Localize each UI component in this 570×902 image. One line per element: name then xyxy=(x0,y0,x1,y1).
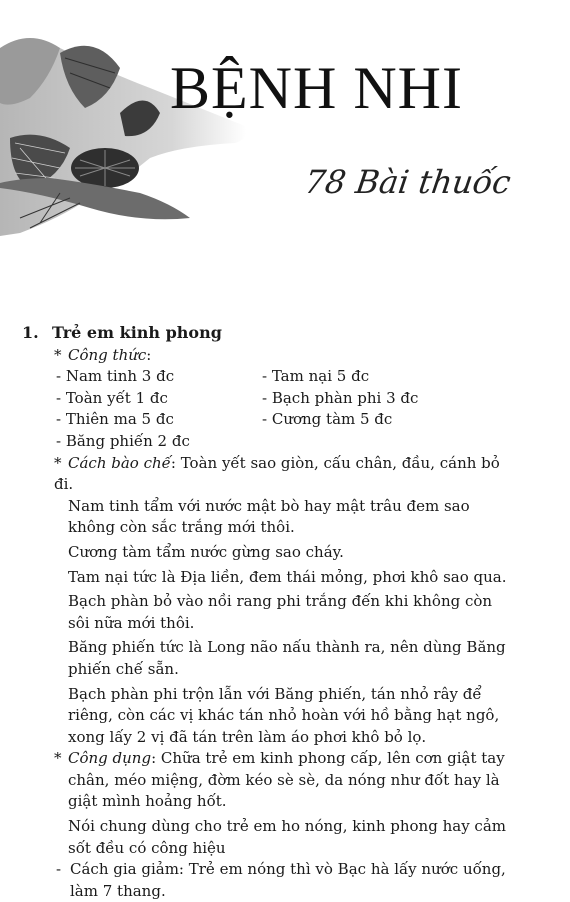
usage-label: Công dụng xyxy=(68,749,152,768)
asterisk-bullet: * xyxy=(54,345,62,364)
usage-text: : Chữa trẻ em kinh phong cấp, lên cơn giật tay chân, méo miệng, đờm kéo sè sè, da nóng như đốt hay là giật mình hoảng hốt. xyxy=(68,749,505,811)
ingredient-item: - Băng phiến 2 đc xyxy=(56,431,190,450)
ingredient-item: - Thiên ma 5 đc xyxy=(56,410,174,429)
page-title: BỆNH NHI xyxy=(170,55,463,121)
preparation-paragraph: Băng phiến tức là Long não nấu thành ra, nên dùng Băng phiến chế sẵn. xyxy=(68,638,506,678)
usage-paragraph: Nói chung dùng cho trẻ em ho nóng, kinh phong hay cảm sốt đều có công hiệu xyxy=(68,817,507,857)
formula-label: Công thức xyxy=(68,345,147,364)
ingredient-row xyxy=(22,388,522,410)
adjustment-text: Cách gia giảm: Trẻ em nóng thì vò Bạc hà lấy nước uống, làm 7 thang. xyxy=(70,860,506,900)
ingredient-item: - Nam tinh 3 đc xyxy=(56,367,175,386)
section-title: Trẻ em kinh phong xyxy=(52,323,222,342)
preparation-paragraph: Tam nại tức là Địa liền, đem thái mỏng, phơi khô sao qua. xyxy=(68,567,507,586)
usage-line xyxy=(22,748,522,813)
adjustment-line xyxy=(22,859,522,902)
asterisk-bullet: * xyxy=(54,453,62,472)
preparation-text: : Toàn yết sao giòn, cấu chân, đầu, cánh bỏ đi. xyxy=(54,453,500,494)
preparation-paragraph: Bạch phàn bỏ vào nồi rang phi trắng đến khi không còn sôi nữa mới thôi. xyxy=(68,592,493,632)
ingredient-item: - Tam nại 5 đc xyxy=(262,367,370,386)
formula-colon: : xyxy=(146,345,152,364)
preparation-paragraph: Bạch phàn phi trộn lẫn với Băng phiến, tán nhỏ rây để riêng, còn các vị khác tán nhỏ hoàn với hồ bằng hạt ngô, xong lấy 2 vị đã tán trên làm áo phơi khô bỏ lọ. xyxy=(68,684,500,746)
ingredient-row xyxy=(22,366,522,388)
preparation-paragraph: Nam tinh tẩm với nước mật bò hay mật trâu đem sao không còn sắc trắng mới thôi. xyxy=(68,496,470,537)
ingredient-row xyxy=(22,409,522,431)
ingredient-item: - Toàn yết 1 đc xyxy=(56,388,168,407)
ingredient-item: - Bạch phàn phi 3 đc xyxy=(262,388,419,407)
preparation-line xyxy=(22,453,522,496)
ingredient-item: - Cương tàm 5 đc xyxy=(262,410,393,429)
asterisk-bullet: * xyxy=(54,749,62,768)
remedy-section xyxy=(22,322,522,902)
herbs-in-hand-image xyxy=(0,18,250,243)
page-subtitle: 78 Bài thuốc xyxy=(302,163,514,201)
dash-bullet: - xyxy=(56,860,62,879)
preparation-label: Cách bào chế xyxy=(68,453,171,472)
section-heading xyxy=(22,322,522,344)
section-number: 1. xyxy=(22,323,39,342)
preparation-paragraph: Cương tàm tẩm nước gừng sao cháy. xyxy=(68,542,344,561)
formula-label-line xyxy=(22,345,522,367)
